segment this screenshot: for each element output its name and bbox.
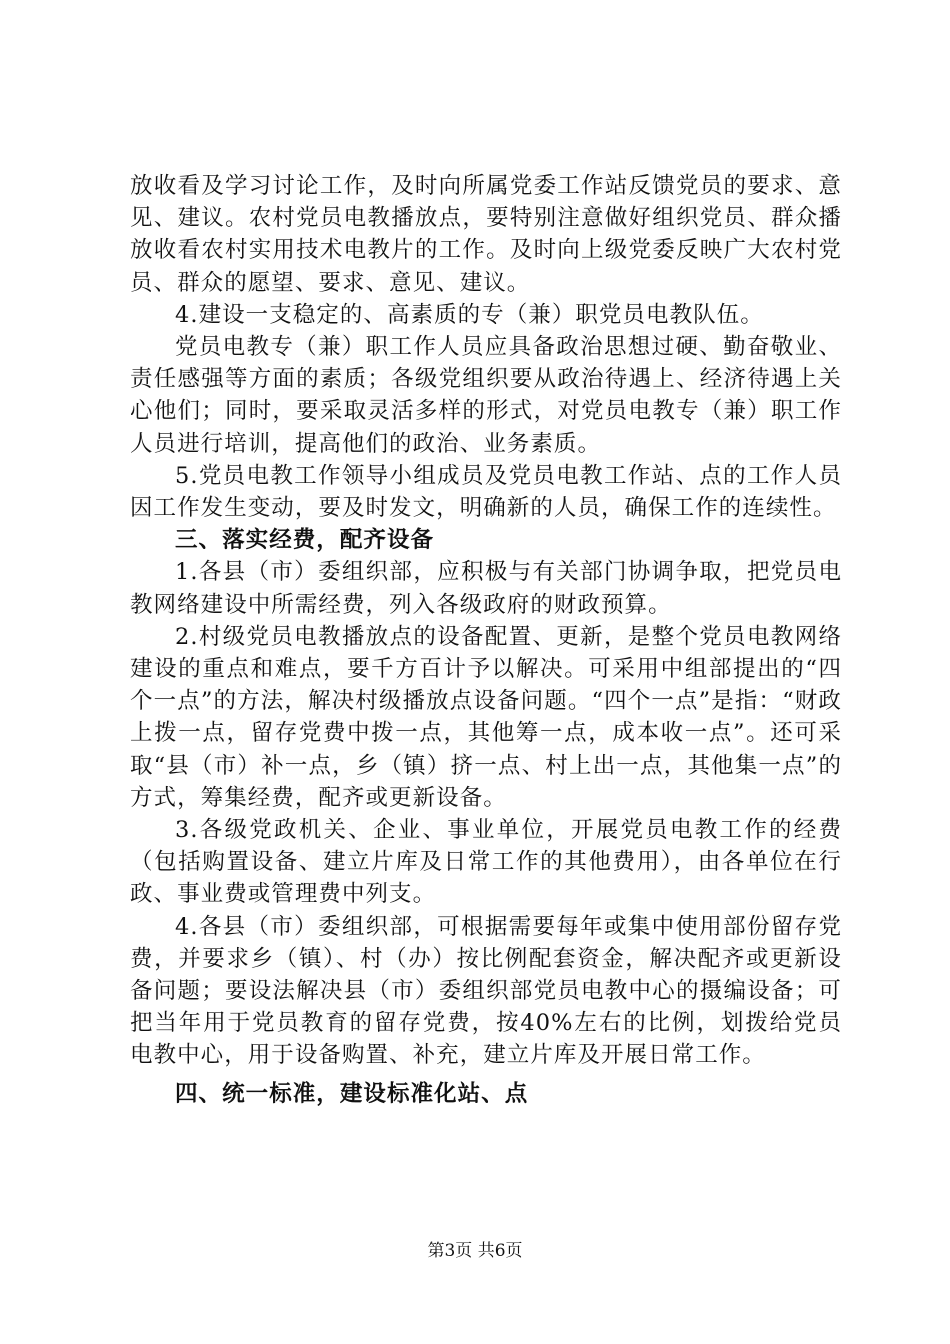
section-heading: 三、落实经费，配齐设备 <box>175 527 435 554</box>
paragraph: 1.各县（市）委组织部，应积极与有关部门协调争取，把党员电教网络建设中所需经费，列入各级政府的财政预算。 <box>130 559 842 618</box>
paragraph: 3.各级党政机关、企业、事业单位，开展党员电教工作的经费（包括购置设备、建立片库及日常工作的其他费用），由各单位在行政、事业费或管理费中列支。 <box>130 817 842 908</box>
paragraph: 放收看及学习讨论工作，及时向所属党委工作站反馈党员的要求、意见、建议。农村党员电教播放点，要特别注意做好组织党员、群众播放收看农村实用技术电教片的工作。及时向上级党委反映广大农村党员、群众的愿望、要求、意见、建议。 <box>130 173 842 296</box>
paragraph: 4.建设一支稳定的、高素质的专（兼）职党员电教队伍。 <box>175 301 764 328</box>
section-heading: 四、统一标准，建设标准化站、点 <box>175 1080 529 1107</box>
paragraph: 4.各县（市）委组织部，可根据需要每年或集中使用部份留存党费，并要求乡（镇）、村（办）按比例配套资金，解决配齐或更新设备问题；要设法解决县（市）委组织部党员电教中心的摄编设备；可把当年用于党员教育的留存党费，按40%左右的比例，划拨给党员电教中心，用于设备购置、补充，建立片库及开展日常工作。 <box>130 913 842 1069</box>
paragraph: 5.党员电教工作领导小组成员及党员电教工作站、点的工作人员因工作发生变动，要及时发文，明确新的人员，确保工作的连续性。 <box>130 462 842 522</box>
page-number-footer: 第3页 共6页 <box>427 1241 523 1261</box>
document-body <box>130 170 842 1110</box>
paragraph: 2.村级党员电教播放点的设备配置、更新，是整个党员电教网络建设的重点和难点，要千方百计予以解决。可采用中组部提出的“四个一点”的方法，解决村级播放点设备问题。“四个一点”是指：“财政上拨一点，留存党费中拨一点，其他筹一点，成本收一点”。还可采取“县（市）补一点，乡（镇）挤一点、村上出一点，其他集一点”的方式，筹集经费，配齐或更新设备。 <box>130 623 842 811</box>
paragraph: 党员电教专（兼）职工作人员应具备政治思想过硬、勤奋敬业、责任感强等方面的素质；各级党组织要从政治待遇上、经济待遇上关心他们；同时，要采取灵活多样的形式，对党员电教专（兼）职工作人员进行培训，提高他们的政治、业务素质。 <box>130 334 842 457</box>
